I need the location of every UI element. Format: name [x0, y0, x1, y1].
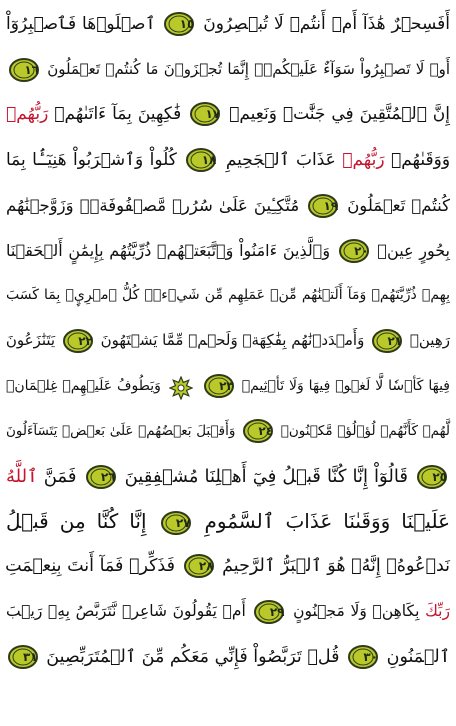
text-line-11 — [6, 454, 450, 499]
ayah-number: ٣١ — [23, 649, 38, 664]
text-line-4 — [6, 138, 450, 183]
text-line-3 — [6, 92, 450, 137]
ayah-number: ١٧ — [205, 107, 221, 122]
verse-text: كُنتُمۡ تَعۡمَلُونَ — [347, 195, 450, 215]
ayah-number: ٢٣ — [219, 378, 234, 393]
verse-text: أَمۡ يَقُولُونَ شَاعِرٞ نَّتَرَبَّصُ بِهِۦ رَيۡبَ — [6, 602, 246, 621]
ayah-number-marker — [184, 554, 214, 578]
verse-text: يَتَنَٰزَعُونَ — [5, 331, 56, 350]
verse-text: أَفَسِحۡرٌ هَٰذَآ أَمۡ أَنتُمۡ لَا تُبۡصِرُونَ — [203, 14, 451, 34]
text-line-6 — [6, 228, 450, 273]
verse-text: بِهِمۡ ذُرِّيَّتَهُمۡ وَمَآ أَلَتۡنَٰهُم مِّنۡ عَمَلِهِم مِّن شَيۡءٖۚ كُلُّ ٱمۡرِيِٕۭ بِمَا كَسَبَ — [6, 287, 450, 304]
text-line-12 — [6, 499, 450, 544]
text-line-15 — [6, 635, 450, 680]
ayah-number-marker — [86, 465, 116, 489]
verse-text: وَيَطُوفُ عَلَيۡهِمۡ غِلۡمَانٞ — [6, 377, 161, 394]
ayah-number: ١٦ — [24, 62, 39, 77]
divine-name-word: رَبِّكَ — [425, 602, 450, 621]
text-line-2 — [6, 47, 450, 92]
ayah-number: ٣٠ — [363, 649, 379, 664]
verse-text: ٱلۡمَنُونِ — [386, 646, 450, 667]
ayah-number: ٢٩ — [269, 604, 285, 619]
text-line-9 — [6, 364, 450, 409]
verse-text: كُلُواْ وَٱشۡرَبُواْ هَنِيٓـَٔۢا بِمَا — [6, 149, 177, 170]
verse-text: رَهِينٞ — [409, 331, 450, 350]
text-line-7 — [6, 273, 450, 318]
divine-name-word: ٱللَّهُ — [6, 465, 38, 487]
ayah-number: ٢٧ — [175, 515, 191, 530]
text-line-13 — [6, 544, 450, 589]
verse-text: فِيهَا كَأۡسٗا لَّا لَغۡوٞ فِيهَا وَلَا تَأۡثِيمٞ — [241, 377, 450, 394]
verse-text: نَدۡعُوهُۖ إِنَّهُۥ هُوَ ٱلۡبَرُّ ٱلرَّحِيمُ — [222, 556, 450, 577]
ayah-number: ١٨ — [201, 152, 217, 167]
ayah-number: ٢٢ — [78, 333, 93, 348]
rub-el-hizb-icon — [169, 374, 193, 398]
ayah-number-marker — [339, 239, 369, 263]
verse-text: إِنَّ ٱلۡمُتَّقِينَ فِي جَنَّٰتٖ وَنَعِيمٖ — [229, 104, 450, 125]
ayah-number-marker — [9, 58, 39, 82]
ayah-number-marker — [348, 645, 378, 669]
ayah-number-marker — [164, 12, 194, 36]
ayah-number-marker — [186, 148, 216, 172]
text-line-1 — [6, 2, 450, 47]
ayah-number-marker — [204, 374, 234, 398]
ayah-number: ٢٥ — [432, 469, 448, 484]
ayah-number: ٢١ — [387, 333, 403, 348]
ayah-number: ٢٦ — [100, 469, 116, 484]
verse-text: عَلَيۡنَا وَوَقَىٰنَا عَذَابَ ٱلسَّمُومِ — [204, 509, 451, 534]
verse-text: قَالُوٓاْ إِنَّا كُنَّا قَبۡلُ فِيٓ أَهۡلِنَا مُشۡفِقِينَ — [124, 465, 408, 487]
verse-text: وَٱلَّذِينَ ءَامَنُواْ وَٱتَّبَعَتۡهُمۡ ذُرِّيَّتُهُم بِإِيمَٰنٍ أَلۡحَقۡنَا — [6, 240, 331, 260]
text-line-8 — [6, 318, 450, 363]
ayah-number-marker — [308, 194, 338, 218]
verse-text: لَّهُمۡ كَأَنَّهُمۡ لُؤۡلُؤٞ مَّكۡنُونٞ — [280, 422, 451, 439]
ayah-number-marker — [417, 465, 447, 489]
ayah-number: ٢٤ — [258, 423, 274, 438]
ayah-number-marker — [243, 419, 273, 443]
ayah-number-marker — [161, 511, 191, 535]
ayah-number-marker — [8, 645, 38, 669]
verse-text: وَأَمۡدَدۡنَٰهُم بِفَٰكِهَةٖ وَلَحۡمٖ مِّمَّا يَشۡتَهُونَ — [100, 331, 365, 350]
verse-text: إِنَّا كُنَّا مِن قَبۡلُ — [6, 509, 147, 534]
verse-text: ٱصۡلَوۡهَا فَٱصۡبِرُوٓاْ — [6, 14, 156, 34]
ayah-number: ١٥ — [179, 17, 195, 31]
verse-text: فَمَنَّ — [43, 465, 77, 487]
ayah-number-marker — [254, 600, 284, 624]
ayah-number: ١٩ — [323, 199, 339, 214]
verse-text: بِحُورٍ عِينٖ — [377, 240, 451, 260]
divine-name-word: رَبُّهُمۡ — [342, 149, 385, 170]
verse-text: فَذَكِّرۡ فَمَآ أَنتَ بِنِعۡمَتِ — [5, 556, 175, 577]
verse-text: قُلۡ تَرَبَّصُواْ فَإِنِّي مَعَكُم مِّنَ ٱلۡمُتَرَبِّصِينَ — [46, 646, 340, 667]
ayah-number: ٢٨ — [198, 559, 214, 574]
text-line-14 — [6, 589, 450, 634]
verse-text: أَوۡ لَا تَصۡبِرُواْ سَوَآءٌ عَلَيۡكُمۡۖ إِنَّمَا تُجۡزَوۡنَ مَا كُنتُمۡ تَعۡمَلُونَ — [47, 60, 450, 79]
text-line-5 — [6, 183, 450, 228]
ayah-number: ٢٠ — [354, 244, 369, 259]
verse-text: بِكَاهِنٖ وَلَا مَجۡنُونٍ — [293, 602, 420, 621]
verse-text: وَأَقۡبَلَ بَعۡضُهُمۡ عَلَىٰ بَعۡضٖ يَتَسَآءَلُونَ — [6, 422, 236, 439]
divine-name-word: رَبُّهُمۡ — [6, 104, 49, 125]
verse-text: مُتَّكِـِٔينَ عَلَىٰ سُرُرٖ مَّصۡفُوفَةٖۖ وَزَوَّجۡنَٰهُم — [6, 195, 300, 215]
verse-text: عَذَابَ ٱلۡجَحِيمِ — [225, 149, 336, 170]
verse-text: وَوَقَىٰهُمۡ — [391, 149, 451, 170]
text-line-10 — [6, 409, 450, 454]
ayah-number-marker — [190, 102, 220, 126]
ayah-number-marker — [372, 329, 402, 353]
ayah-number-marker — [63, 329, 93, 353]
verse-text: فَٰكِهِينَ بِمَآ ءَاتَىٰهُمۡ — [54, 104, 182, 125]
